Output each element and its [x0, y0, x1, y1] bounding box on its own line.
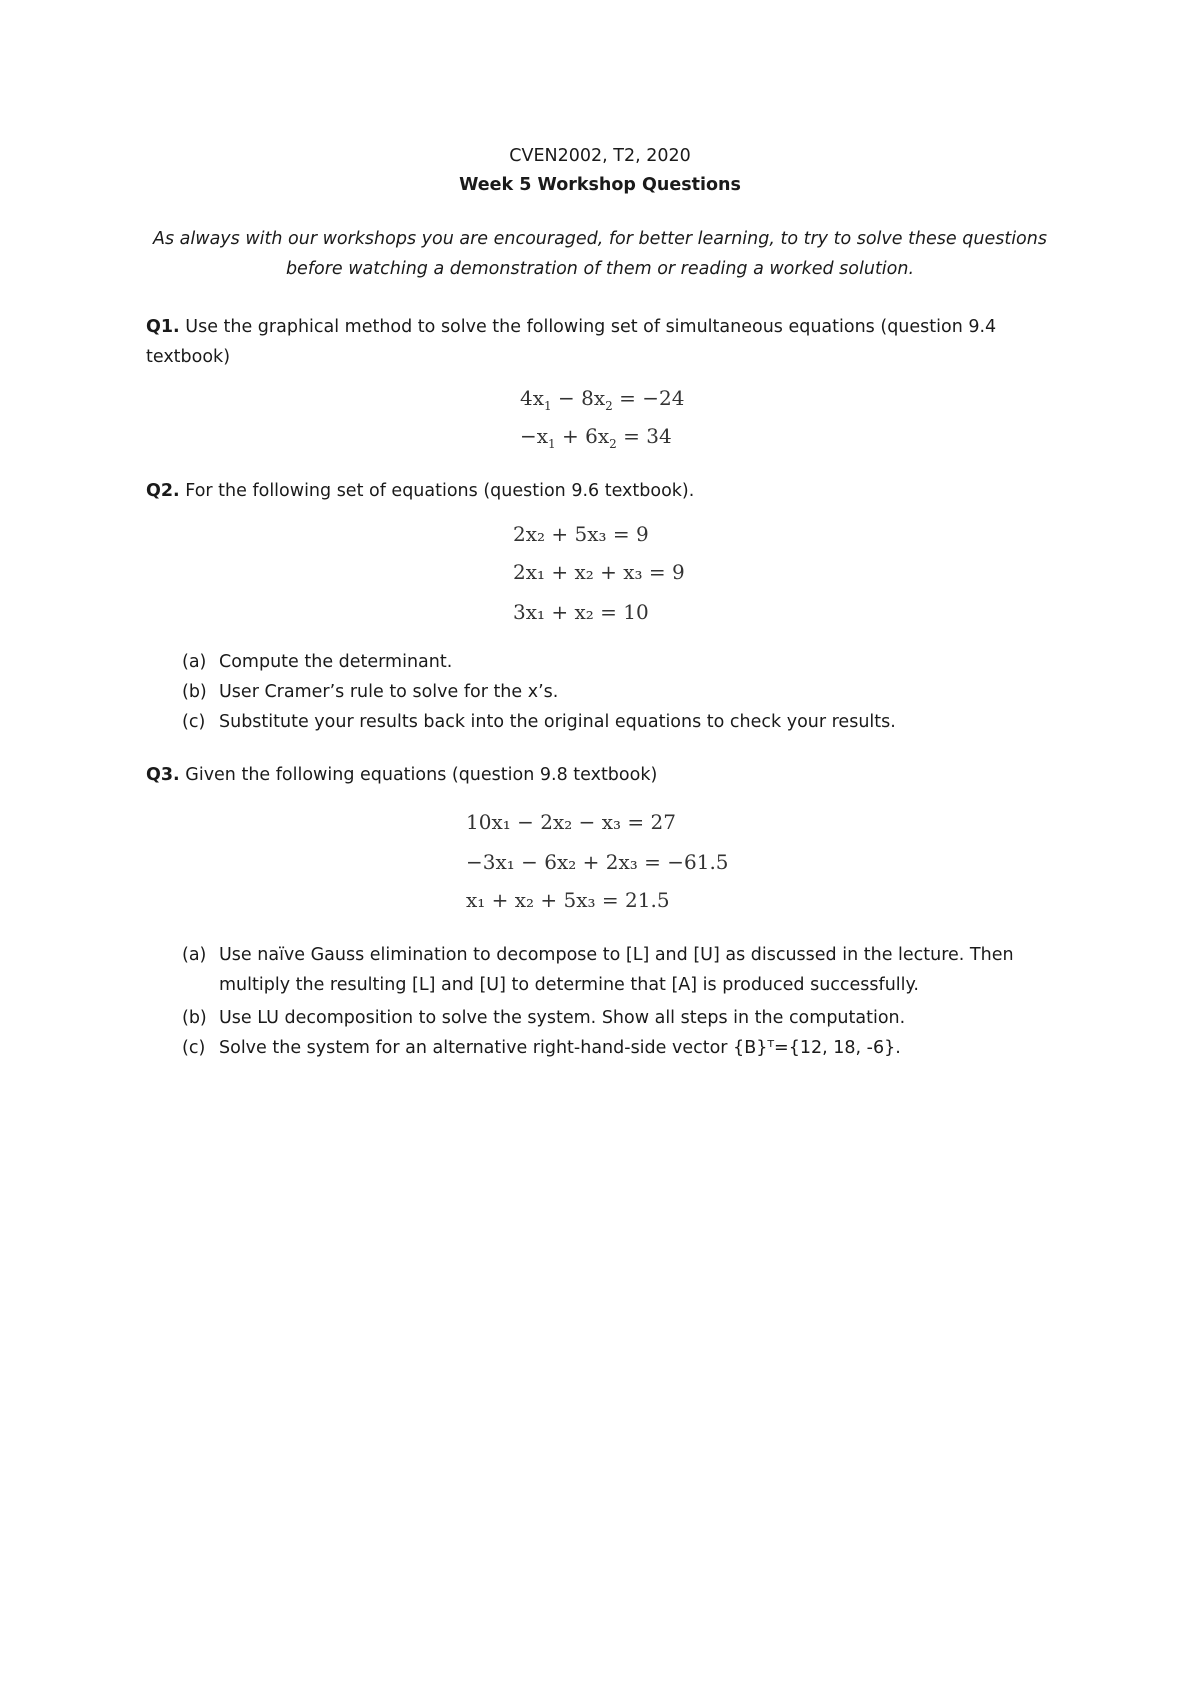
- q2-equation-1: 2x₂ + 5x₃ = 9: [513, 522, 649, 546]
- question-3-text: Given the following equations (question 9.8 textbook): [179, 765, 658, 785]
- question-1-prompt: [146, 312, 1066, 372]
- q2-equation-2: 2x₁ + x₂ + x₃ = 9: [513, 560, 685, 584]
- course-code-line: CVEN2002, T2, 2020: [509, 146, 691, 166]
- q2-item-b: (b) User Cramer’s rule to solve for the x’s.: [182, 682, 559, 702]
- q2-equation-3: 3x₁ + x₂ = 10: [513, 600, 649, 624]
- q3-equation-3: x₁ + x₂ + 5x₃ = 21.5: [466, 888, 670, 912]
- q2-item-c: (c) Substitute your results back into the original equations to check your results.: [182, 712, 896, 732]
- question-3-label: Q3.: [146, 765, 180, 785]
- intro-text-line-1: As always with our workshops you are encouraged, for better learning, to try to solve these questions: [153, 229, 1047, 249]
- question-1-text: Use the graphical method to solve the following set of simultaneous equations (question 9.4: [179, 317, 997, 337]
- question-3-prompt: [146, 760, 657, 790]
- question-2-prompt: [146, 476, 694, 506]
- q1-equation-1: $4x_1 - 8x_2 = -24$: [520, 386, 685, 413]
- question-1-text-cont: textbook): [146, 347, 231, 367]
- question-1-label: Q1.: [146, 317, 180, 337]
- q3-item-b: (b) Use LU decomposition to solve the system. Show all steps in the computation.: [182, 1008, 906, 1028]
- question-2-text: For the following set of equations (question 9.6 textbook).: [179, 481, 695, 501]
- q2-item-a: (a) Compute the determinant.: [182, 652, 453, 672]
- page-title: Week 5 Workshop Questions: [459, 175, 741, 195]
- q3-equation-2: −3x₁ − 6x₂ + 2x₃ = −61.5: [466, 850, 729, 874]
- q3-item-a: (a) Use naïve Gauss elimination to decompose to [L] and [U] as discussed in the lecture. Then multiply the resulting [L] and [U] to determine that [A] is produced successfully.: [182, 945, 1014, 995]
- question-2-label: Q2.: [146, 481, 180, 501]
- intro-text-line-2: before watching a demonstration of them or reading a worked solution.: [285, 259, 915, 279]
- q1-equation-2: $-x_1 + 6x_2 = 34$: [520, 424, 672, 451]
- q3-equation-1: 10x₁ − 2x₂ − x₃ = 27: [466, 810, 676, 834]
- q3-item-c: (c) Solve the system for an alternative right-hand-side vector {B}ᵀ={12, 18, -6}.: [182, 1038, 901, 1058]
